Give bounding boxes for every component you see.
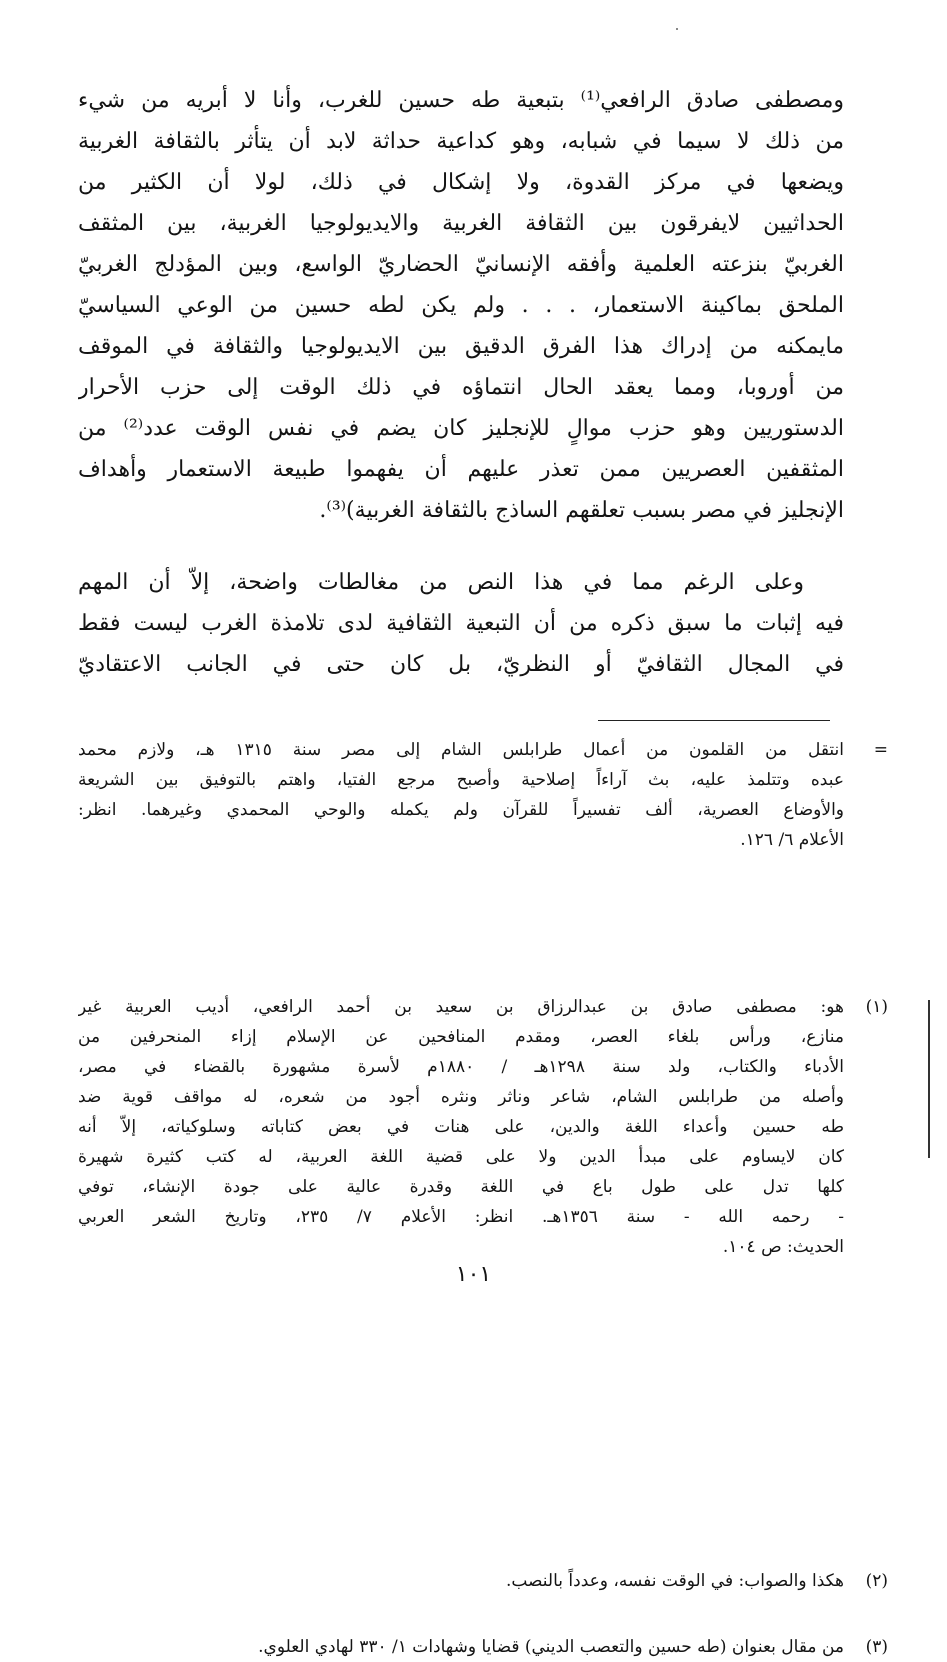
footnote-divider	[598, 720, 830, 721]
text-line: وعلى الرغم مما في هذا النص من مغالطات واضحة، إلاّ أن المهم	[78, 570, 804, 595]
footnote-line: كلها تدل على طول باع في اللغة وقدرة عالية على جودة الإنشاء، توفي	[78, 1177, 844, 1197]
footnote-line: عبده وتتلمذ عليه، بث آراءاً إصلاحية وأصبح مرجع الفتيا، واهتم بالتوفيق بين الشريعة	[78, 770, 844, 790]
footnote-1	[78, 992, 896, 1262]
text-line: مايمكنه من إدراك هذا الفرق الدقيق بين الايديولوجيا والثقافة في الموقف	[78, 334, 844, 359]
footnote-line: من مقال بعنوان (طه حسين والتعصب الديني) قضايا وشهادات ١/ ٣٣٠ لهادي العلوي.	[258, 1637, 844, 1657]
footnote-line: منازع، ورأس بلغاء العصر، ومقدم المنافحين عن الإسلام إزاء المنحرفين من	[78, 1027, 844, 1047]
text-line: الدستوريين وهو حزب موالٍ للإنجليز كان يضم في نفس الوقت عدد⁽²⁾ من	[78, 416, 844, 441]
footnote-marker: =	[873, 740, 888, 760]
text-line: في المجال الثقافيّ أو النظريّ، بل كان حتى في الجانب الاعتقاديّ	[78, 652, 844, 677]
footnote-line: وأصله من طرابلس الشام، شاعر وناثر ونثره أجود من شعره، له مواقف قوية ضد	[78, 1087, 844, 1107]
page-number: ١٠١	[455, 1262, 492, 1287]
text-line: الحداثيين لايفرقون بين الثقافة الغربية والايديولوجيا الغربية، بين المثقف	[78, 211, 844, 236]
text-line: ومصطفى صادق الرافعي⁽¹⁾ بتبعية طه حسين للغرب، وأنا لا أبريه من شيء	[78, 88, 844, 113]
footnote-line: والأوضاع العصرية، ألف تفسيراً للقرآن ولم يكمله والوحي المحمدي وغيرهما. انظر:	[78, 800, 844, 820]
text-line: من ذلك لا سيما في شبابه، وهو كداعية حداثة لابد أن يتأثر بالثقافة الغربية	[78, 129, 844, 154]
footnote-line: انتقل من القلمون من أعمال طرابلس الشام إلى مصر سنة ١٣١٥ هـ، ولازم محمد	[78, 740, 844, 760]
footnote-line: هكذا والصواب: في الوقت نفسه، وعدداً بالنصب.	[505, 1571, 844, 1591]
text-line: ويضعها في مركز القدوة، ولا إشكال في ذلك، لولا أن الكثير من	[78, 170, 844, 195]
scan-speck	[676, 28, 678, 30]
main-paragraph-2	[78, 562, 844, 685]
footnote-line: الأعلام ٦/ ١٢٦.	[740, 830, 844, 850]
text-line: الإنجليز في مصر بسبب تعلقهم الساذج بالثقافة الغربية)⁽³⁾.	[319, 498, 844, 523]
text-line: الغربيّ بنزعته العلمية وأفقه الإنسانيّ الحضاريّ الواسع، وبين المؤدلج الغربيّ	[78, 252, 844, 277]
footnote-marker: (٣)	[865, 1637, 888, 1657]
text-line: المثقفين العصريين ممن تعذر عليهم أن يفهموا طبيعة الاستعمار وأهداف	[78, 457, 844, 482]
margin-bracket-mark	[928, 1000, 930, 1158]
footnote-line: الحديث: ص ١٠٤.	[722, 1237, 844, 1257]
footnote-line: - رحمه الله - سنة ١٣٥٦هـ. انظر: الأعلام ٧/ ٢٣٥، وتاريخ الشعر العربي	[78, 1207, 844, 1227]
footnote-2	[78, 1566, 896, 1596]
footnote-marker: (١)	[865, 997, 888, 1017]
text-line: من أوروبا، ومما يعقد الحال انتماؤه في ذلك الوقت إلى حزب الأحرار	[78, 375, 844, 400]
footnote-continued	[78, 735, 896, 855]
footnote-line: الأدباء والكتاب، ولد سنة ١٢٩٨هـ / ١٨٨٠م لأسرة مشهورة بالقضاء في مصر،	[78, 1057, 844, 1077]
main-paragraph-1	[78, 80, 844, 531]
footnote-3	[78, 1632, 896, 1662]
text-line: الملحق بماكينة الاستعمار، . . . ولم يكن لطه حسين من الوعي السياسيّ	[78, 293, 844, 318]
footnote-line: كان لايساوم على مبدأ الدين ولا على قضية اللغة العربية، له كتب كثيرة شهيرة	[78, 1147, 844, 1167]
footnote-marker: (٢)	[865, 1571, 888, 1591]
footnote-line: طه حسين وأعداء اللغة والدين، على هنات في بعض كتاباته وسلوكياته، إلاّ أنه	[78, 1117, 844, 1137]
footnote-line: هو: مصطفى صادق بن عبدالرزاق بن سعيد بن أحمد الرافعي، أديب العربية غير	[78, 997, 844, 1017]
text-line: فيه إثبات ما سبق ذكره من أن التبعية الثقافية لدى تلامذة الغرب ليست فقط	[78, 611, 844, 636]
